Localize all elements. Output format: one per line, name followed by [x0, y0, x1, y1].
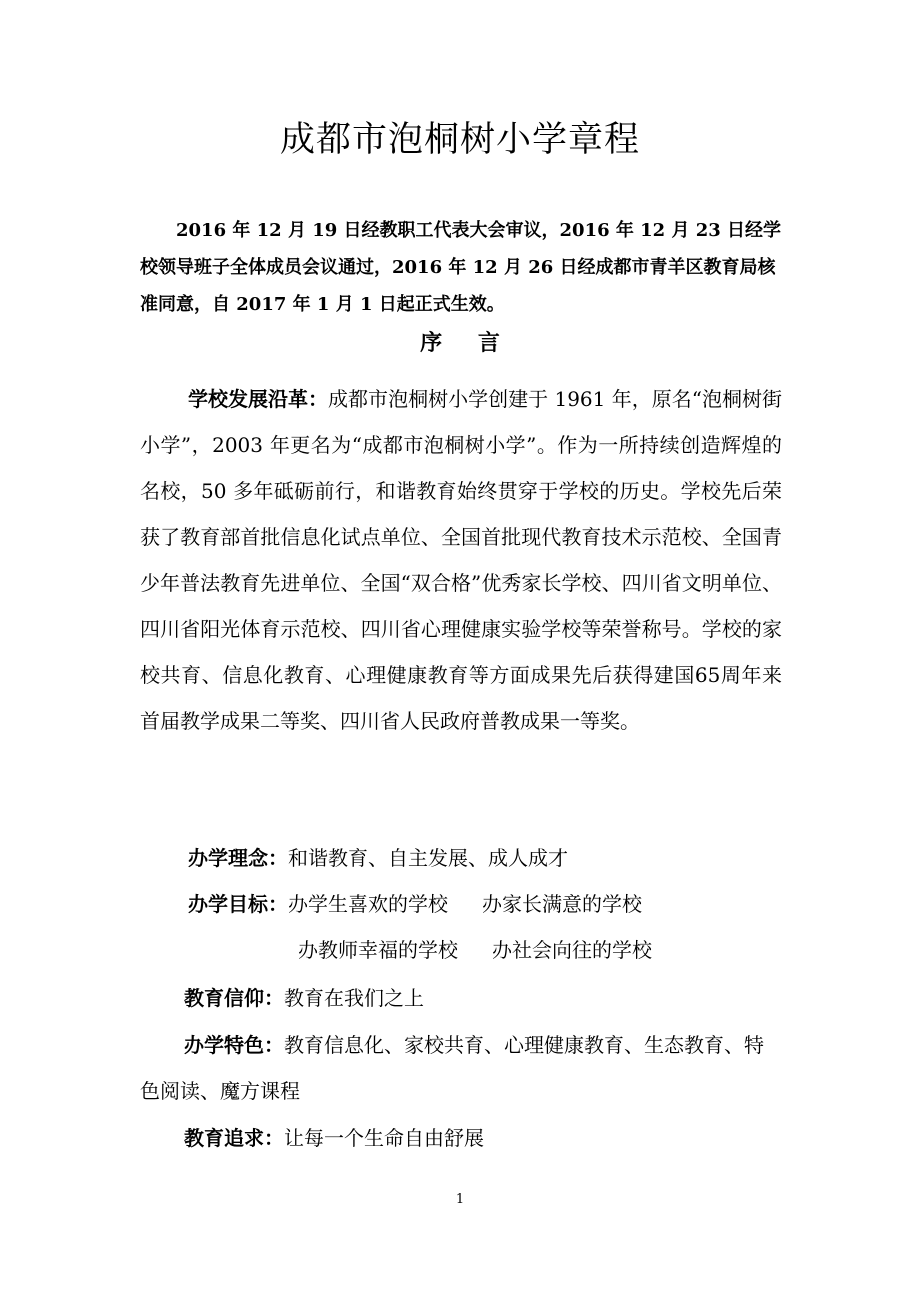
- belief-text: 教育在我们之上: [284, 986, 424, 1010]
- preface-heading-char-2: 言: [477, 330, 500, 356]
- features-label: 办学特色：: [184, 1033, 284, 1057]
- pursuit-label: 教育追求：: [184, 1126, 284, 1150]
- philosophy-line: [188, 843, 568, 873]
- history-paragraph: [140, 376, 782, 744]
- philosophy-text: 和谐教育、自主发展、成人成才: [288, 846, 568, 870]
- goal-item: 办社会向往的学校: [492, 938, 652, 962]
- pursuit-line: [184, 1123, 484, 1153]
- goals-line-1: [188, 889, 642, 919]
- goals-label: 办学目标：: [188, 892, 288, 916]
- preface-heading: [0, 326, 920, 357]
- features-paragraph: [140, 1022, 782, 1114]
- page-number: 1: [455, 1192, 465, 1207]
- goal-item: 办教师幸福的学校: [298, 938, 458, 962]
- preface-heading-char-1: 序: [420, 330, 443, 356]
- approval-text: 2016 年 12 月 19 日经教职工代表大会审议，2016 年 12 月 23 日经学校领导班子全体成员会议通过，2016 年 12 月 26 日经成都市青羊区教育局核准同意，自 2017 年 1 月 1 日起正式生效。: [140, 220, 782, 315]
- approval-statement: [140, 212, 782, 323]
- pursuit-text: 让每一个生命自由舒展: [284, 1126, 484, 1150]
- goals-line-2: [298, 935, 652, 965]
- goal-item: 办学生喜欢的学校: [288, 892, 448, 916]
- belief-line: [184, 983, 424, 1013]
- history-text: 成都市泡桐树小学创建于 1961 年，原名“泡桐树街小学”，2003 年更名为“成都市泡桐树小学”。作为一所持续创造辉煌的名校，50 多年砥砺前行，和谐教育始终贯穿于学校的历史。学校先后荣获了教育部首批信息化试点单位、全国首批现代教育技术示范校、全国青少年普法教育先进单位、全国“双合格”优秀家长学校、四川省文明单位、四川省阳光体育示范校、四川省心理健康实验学校等荣誉称号。学校的家校共育、信息化教育、心理健康教育等方面成果先后获得建国65周年来首届教学成果二等奖、四川省人民政府普教成果一等奖。: [140, 387, 783, 733]
- history-label: 学校发展沿革：: [188, 387, 329, 411]
- goal-item: 办家长满意的学校: [482, 892, 642, 916]
- document-title: 成都市泡桐树小学章程: [279, 120, 640, 160]
- philosophy-label: 办学理念：: [188, 846, 288, 870]
- belief-label: 教育信仰：: [184, 986, 284, 1010]
- features-text: 教育信息化、家校共育、心理健康教育、生态教育、特色阅读、魔方课程: [140, 1033, 764, 1103]
